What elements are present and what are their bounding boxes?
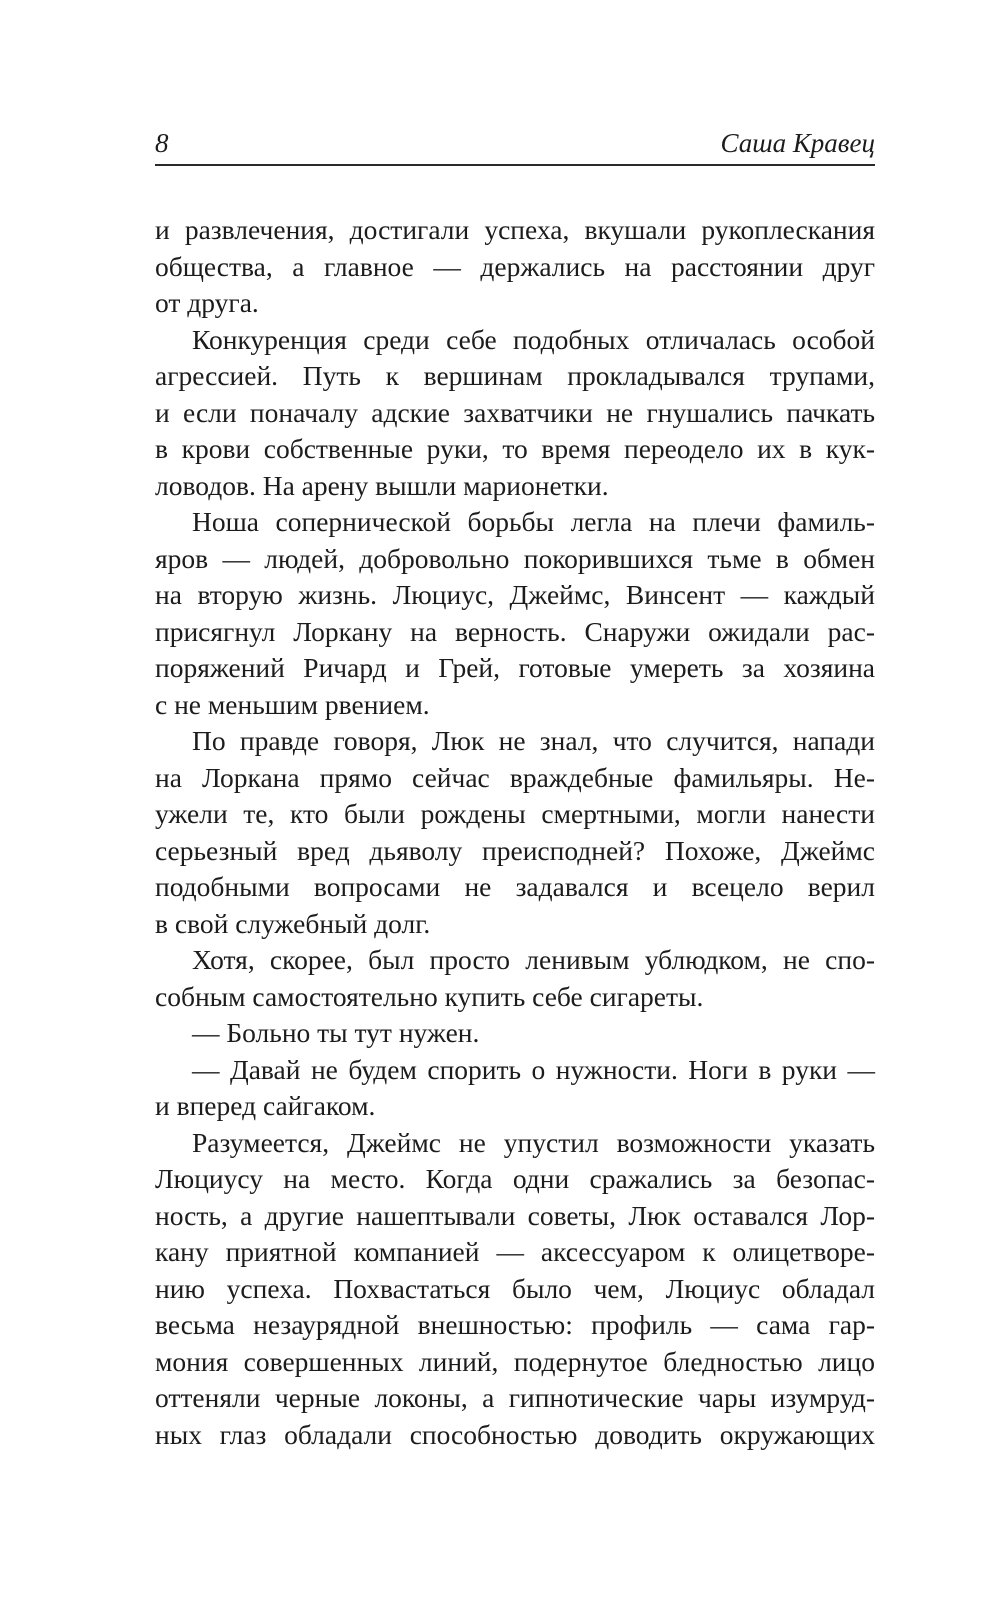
text-line: яров — людей, добровольно покорившихся тьме в обмен [155, 542, 875, 574]
text-line: серьезный вред дьяволу преисподней? Похоже, Джеймс [155, 834, 875, 866]
text-line: Ноша сопернической борьбы легла на плечи фамиль- [192, 506, 875, 537]
text-line: на Лоркана прямо сейчас враждебные фамильяры. Не- [155, 761, 875, 793]
text-line: собным самостоятельно купить себе сигареты. [155, 980, 704, 1012]
header-rule [155, 164, 875, 166]
text-line: и вперед сайгаком. [155, 1090, 376, 1121]
text-line: от друга. [155, 287, 259, 318]
text-line: общества, а главное — держались на расстоянии друг [155, 250, 875, 282]
running-head-author: Саша Кравец [720, 128, 875, 158]
text-line: в свой служебный долг. [155, 907, 431, 939]
text-line: ность, а другие нашептывали советы, Люк оставался Лор- [155, 1199, 875, 1231]
text-line: мония совершенных линий, подернутое бледностью лицо [155, 1345, 875, 1377]
text-line: Разумеется, Джеймс не упустил возможности указать [192, 1126, 875, 1158]
text-line: оттеняли черные локоны, а гипнотические чары изумруд- [155, 1382, 875, 1413]
text-line: Конкуренция среди себе подобных отличалась особой [192, 323, 875, 355]
text-line: ных глаз обладали способностью доводить окружающих [155, 1418, 875, 1450]
text-line: Хотя, скорее, был просто ленивым ублюдком, не спо- [192, 944, 875, 975]
text-line: и если поначалу адские захватчики не гнушались пачкать [155, 396, 875, 428]
text-line: весьма незаурядной внешностью: профиль — сама гар- [155, 1309, 875, 1340]
text-line: нию успеха. Похвастаться было чем, Люциус обладал [155, 1272, 875, 1304]
text-line: присягнул Лоркану на верность. Снаружи ожидали рас- [155, 615, 875, 647]
text-line: подобными вопросами не задавался и всецело верил [155, 871, 875, 902]
dialogue-line: — Давай не будем спорить о нужности. Ноги в руки — [192, 1053, 875, 1085]
text-line: с не меньшим рвением. [155, 688, 430, 720]
dialogue-line: — Больно ты тут нужен. [192, 1017, 480, 1048]
body-text [155, 212, 875, 1453]
text-line: в крови собственные руки, то время переоделo их в кук- [155, 433, 875, 464]
running-head [155, 118, 875, 164]
text-line: Люциусу на место. Когда одни сражались за безопас- [155, 1163, 875, 1194]
text-line: агрессией. Путь к вершинам прокладывался трупами, [155, 360, 875, 391]
text-line: кану приятной компанией — аксессуаром к олицетворе- [155, 1236, 875, 1267]
text-line: поряжений Ричард и Грей, готовые умереть за хозяина [155, 652, 875, 683]
text-line: ужели те, кто были рождены смертными, могли нанести [155, 798, 875, 829]
text-line: По правде говоря, Люк не знал, что случится, напади [192, 725, 875, 756]
page-number: 8 [155, 128, 169, 158]
text-line: ловодов. На арену вышли марионетки. [155, 469, 609, 501]
text-line: и развлечения, достигали успеха, вкушали рукоплескания [155, 214, 875, 245]
text-line: на вторую жизнь. Люциус, Джеймс, Винсент — каждый [155, 579, 875, 610]
